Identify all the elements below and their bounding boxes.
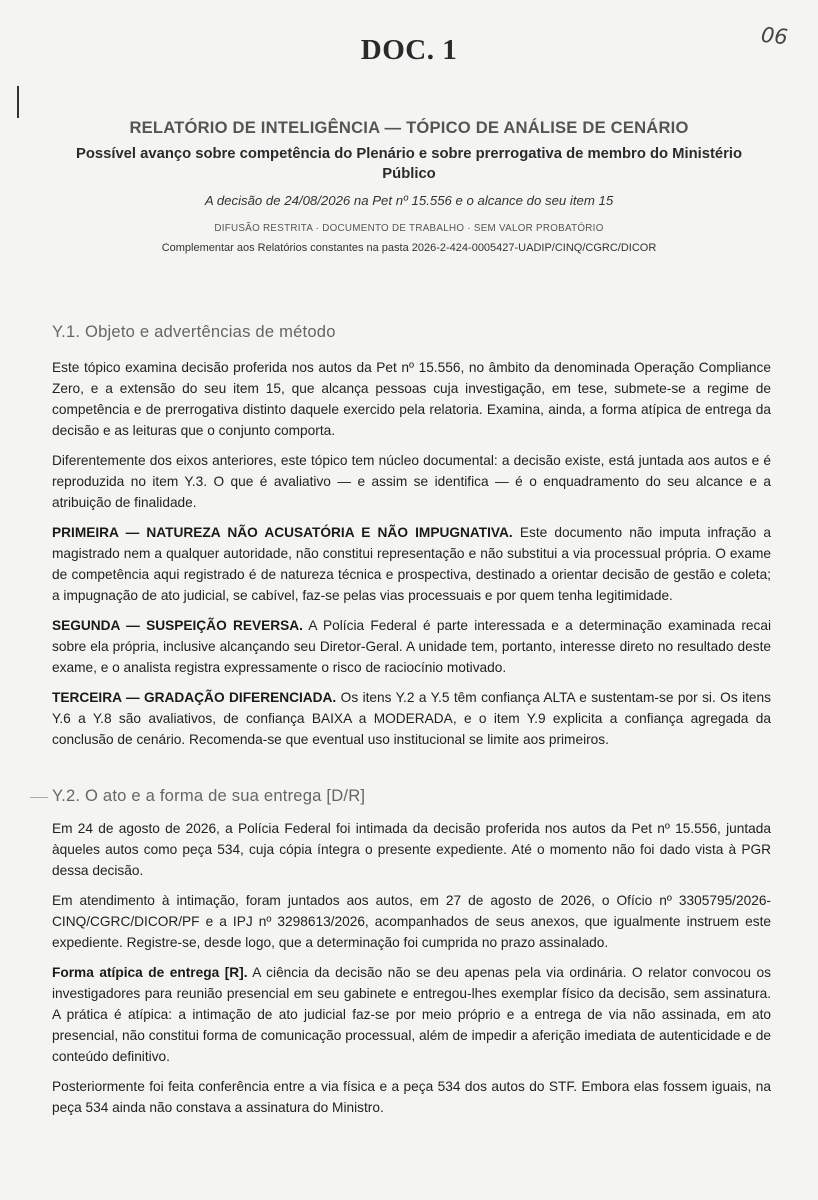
section-y2-heading: Y.2. O ato e a forma de sua entrega [D/R] — [52, 786, 366, 805]
paragraph-text: Este documento não imputa infração a magistrado nem a qualquer autoridade, não constitui representação e não substitui a via processual própria. O exame de competência aqui registrado é de natureza técnica e prospectiva, destinado a orientar decisão de gestão e coleta; a impugnação de ato judicial, se cabível, faz-se pelas vias processuais e por quem tenha legitimidade. — [52, 525, 772, 603]
section-rule — [30, 797, 48, 798]
paragraph-text: A Polícia Federal é parte interessada e a determinação examinada recai sobre ela própria, inclusive alcançando seu Diretor-Geral. A unidade tem, portanto, interesse direto no resultado deste exame, e o analista registra expressamente o risco de raciocínio motivado. — [52, 618, 771, 675]
paragraph: Diferentemente dos eixos anteriores, este tópico tem núcleo documental: a decisão existe, está juntada aos autos e é reproduzida no item Y.3. O que é avaliativo — e assim se identifica — é o enquadramento do seu alcance e a atribuição de finalidade. — [52, 453, 771, 510]
paragraph: Em 24 de agosto de 2026, a Polícia Federal foi intimada da decisão proferida nos autos da Pet nº 15.556, juntada àqueles autos como peça 534, cuja cópia íntegra o presente expediente. Até o momento não foi dado vista à PGR dessa decisão. — [52, 821, 771, 878]
paragraph-label: TERCEIRA — GRADAÇÃO DIFERENCIADA. — [52, 690, 337, 705]
report-title: RELATÓRIO DE INTELIGÊNCIA — TÓPICO DE ANÁLISE DE CENÁRIO — [129, 118, 689, 137]
paragraph: Posteriormente foi feita conferência entre a via física e a peça 534 dos autos do STF. Embora elas fossem iguais, na peça 534 ainda não constava a assinatura do Ministro. — [52, 1079, 771, 1115]
paragraph: Este tópico examina decisão proferida nos autos da Pet nº 15.556, no âmbito da denominada Operação Compliance Zero, e a extensão do seu item 15, que alcança pessoas cuja investigação, em tese, submete-se a regime de competência e de prerrogativa distinto daquele exercido pela relatoria. Examina, ainda, a forma atípica de entrega da decisão e as leituras que o conjunto comporta. — [52, 360, 771, 438]
diffusion-notice: DIFUSÃO RESTRITA · DOCUMENTO DE TRABALHO · SEM VALOR PROBATÓRIO — [214, 223, 604, 234]
paragraph — [52, 687, 771, 750]
report-header — [40, 117, 778, 256]
paragraph — [52, 962, 771, 1067]
paragraph: Em atendimento à intimação, foram juntados aos autos, em 27 de agosto de 2026, o Ofício nº 3305795/2026-CINQ/CGRC/DICOR/PF e a IPJ nº 3298613/2026, acompanhados de seus anexos, que igualmente instruem este expediente. Registre-se, desde logo, que a determinação foi cumprida no prazo assinalado. — [52, 893, 771, 950]
complement-note: Complementar aos Relatórios constantes na pasta 2026-2-424-0005427-UADIP/CINQ/CGRC/DICOR — [161, 242, 657, 254]
paragraph-label: PRIMEIRA — NATUREZA NÃO ACUSATÓRIA E NÃO IMPUGNATIVA. — [52, 525, 513, 540]
doc-label: DOC. 1 — [360, 34, 458, 66]
paragraph — [52, 522, 771, 606]
page-number: 06 — [760, 22, 790, 50]
section-y2-body — [52, 818, 771, 1127]
paragraph-text: Os itens Y.2 a Y.5 têm confiança ALTA e sustentam-se por si. Os itens Y.6 a Y.8 são avaliativos, de confiança BAIXA a MODERADA, e o item Y.9 explicita a confiança agregada da conclusão de cenário. Recomenda-se que eventual uso institucional se limite aos primeiros. — [52, 690, 772, 747]
paragraph-label: SEGUNDA — SUSPEIÇÃO REVERSA. — [52, 618, 303, 633]
paragraph — [52, 615, 771, 678]
margin-mark — [17, 86, 19, 118]
paragraph-label: Forma atípica de entrega [R]. — [52, 965, 248, 980]
report-subtitle: Possível avanço sobre competência do Plenário e sobre prerrogativa de membro do Ministério Público — [75, 146, 743, 182]
report-caption: A decisão de 24/08/2026 na Pet nº 15.556 e o alcance do seu item 15 — [204, 193, 614, 208]
section-y1-body — [52, 357, 771, 759]
section-y1-heading: Y.1. Objeto e advertências de método — [52, 322, 336, 341]
paragraph-text: A ciência da decisão não se deu apenas pela via ordinária. O relator convocou os investigadores para reunião presencial em seu gabinete e entregou-lhes exemplar físico da decisão, sem assinatura. A prática é atípica: a intimação de ato judicial faz-se por meio próprio e a entrega de via não assinada, em ato presencial, não constitui forma de comunicação processual, além de impedir a aferição imediata de autenticidade e de conteúdo definitivo. — [52, 965, 771, 1064]
